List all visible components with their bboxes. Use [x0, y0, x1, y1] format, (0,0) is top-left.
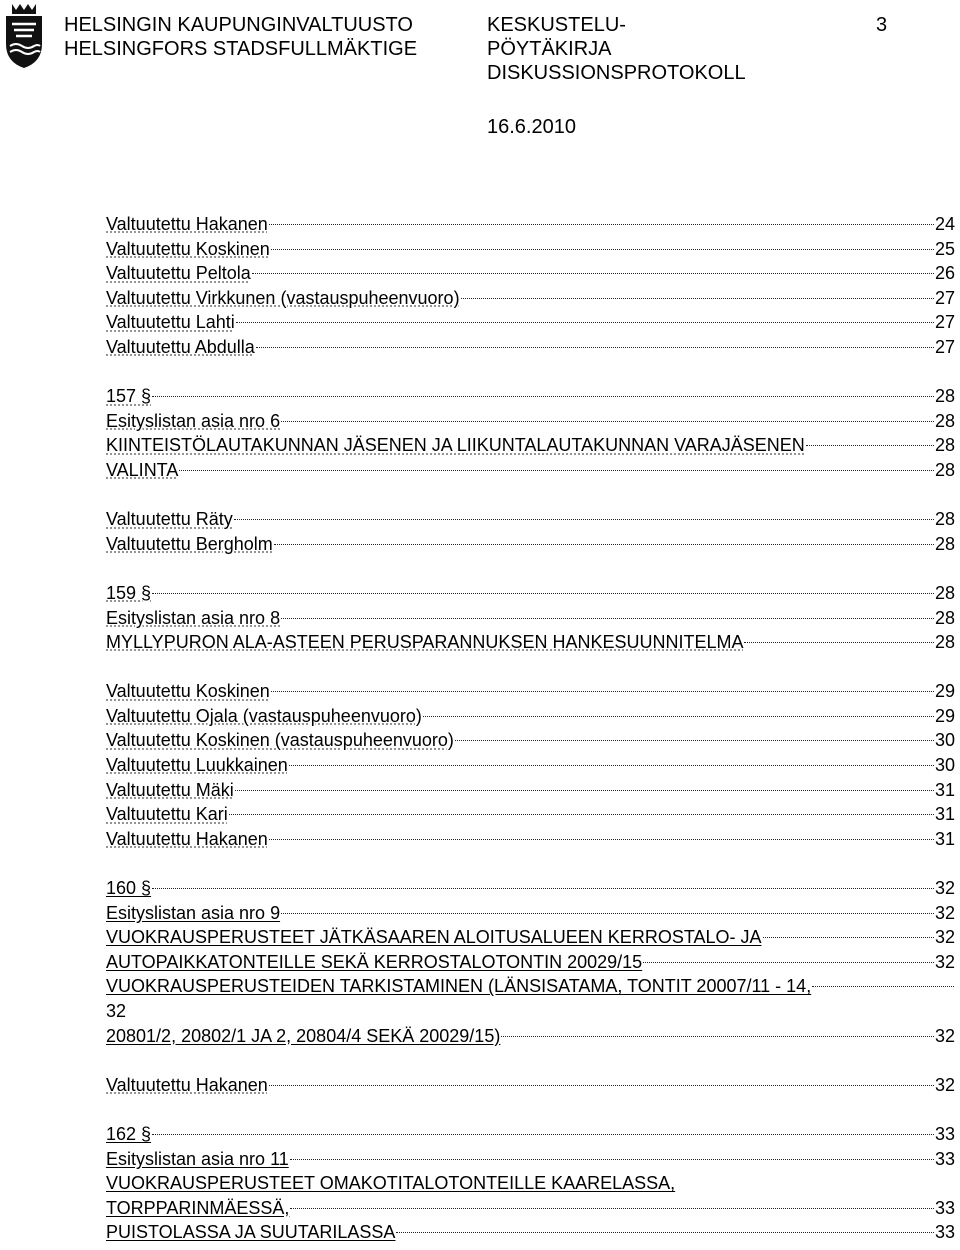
toc-entry-link[interactable]: 159 §: [106, 582, 152, 603]
toc-spacer: [106, 360, 955, 385]
toc-entry-page: 28: [934, 582, 955, 603]
toc-entry[interactable]: [106, 1024, 955, 1049]
toc-entry-link[interactable]: AUTOPAIKKATONTEILLE SEKÄ KERROSTALOTONTIN 20029/15: [106, 951, 643, 972]
toc-entry[interactable]: [106, 901, 955, 926]
document-type-line-1: KESKUSTELU-: [487, 14, 626, 36]
toc-dot-leader: [269, 224, 934, 225]
toc-entry-page: 27: [934, 287, 955, 308]
toc-entry-link[interactable]: Valtuutettu Räty: [106, 509, 233, 530]
toc-dot-leader: [235, 790, 934, 791]
toc-entry[interactable]: [106, 261, 955, 286]
toc-entry[interactable]: [106, 286, 955, 311]
toc-dot-leader: [281, 618, 934, 619]
toc-entry-page: 31: [934, 779, 955, 800]
toc-entry[interactable]: [106, 728, 955, 753]
toc-entry[interactable]: [106, 679, 955, 704]
organization-name: [64, 13, 417, 61]
toc-entry-page: 27: [934, 336, 955, 357]
toc-dot-leader: [229, 814, 934, 815]
document-type-line-3: DISKUSSIONSPROTOKOLL: [487, 62, 746, 84]
toc-entry[interactable]: [106, 630, 955, 655]
toc-entry-link[interactable]: MYLLYPURON ALA-ASTEEN PERUSPARANNUKSEN HANKESUUNNITELMA: [106, 632, 744, 653]
toc-dot-leader: [274, 544, 934, 545]
toc-dot-leader: [289, 765, 934, 766]
toc-dot-leader: [269, 839, 934, 840]
toc-entry[interactable]: [106, 876, 955, 901]
toc-dot-leader: [281, 913, 934, 914]
toc-entry-page: 31: [934, 828, 955, 849]
toc-spacer: [106, 556, 955, 581]
toc-entry-page: 33: [934, 1197, 955, 1218]
toc-entry[interactable]: [106, 1220, 955, 1245]
toc-entry[interactable]: [106, 925, 955, 950]
toc-dot-leader: [236, 322, 934, 323]
toc-dot-leader: [152, 888, 934, 889]
document-type-line-2: PÖYTÄKIRJA: [487, 38, 612, 60]
toc-entry-link[interactable]: VALINTA: [106, 459, 179, 480]
toc-dot-leader: [501, 1036, 934, 1037]
toc-dot-leader: [396, 1232, 934, 1233]
organization-name-sv: HELSINGFORS STADSFULLMÄKTIGE: [64, 38, 418, 60]
toc-entry-link[interactable]: Valtuutettu Bergholm: [106, 533, 273, 554]
toc-dot-leader: [271, 691, 934, 692]
toc-entry-page: 32: [934, 878, 955, 899]
toc-entry[interactable]: [106, 237, 955, 262]
toc-entry[interactable]: [106, 753, 955, 778]
toc-dot-leader: [290, 1208, 934, 1209]
toc-entry-page: 28: [934, 632, 955, 653]
toc-entry-page: 28: [934, 459, 955, 480]
toc-entry[interactable]: [106, 212, 955, 237]
toc-entry[interactable]: [106, 974, 955, 999]
toc-entry-link[interactable]: Esityslistan asia nro 11: [106, 1148, 289, 1169]
toc-entry-page: 29: [934, 705, 955, 726]
toc-dot-leader: [281, 421, 934, 422]
toc-dot-leader: [806, 445, 934, 446]
toc-entry-link[interactable]: VUOKRAUSPERUSTEIDEN TARKISTAMINEN (LÄNSISATAMA, TONTIT 20007/11 - 14,: [106, 976, 812, 997]
toc-entry[interactable]: [106, 507, 955, 532]
toc-dot-leader: [256, 347, 934, 348]
toc-entry-link[interactable]: TORPPARINMÄESSÄ,: [106, 1197, 290, 1218]
toc-entry-page: 28: [934, 386, 955, 407]
toc-entry[interactable]: [106, 310, 955, 335]
toc-entry[interactable]: [106, 532, 955, 557]
toc-dot-leader: [812, 986, 954, 987]
toc-entry-link[interactable]: Esityslistan asia nro 6: [106, 410, 281, 431]
toc-entry-link[interactable]: Valtuutettu Abdulla: [106, 336, 255, 357]
toc-entry-page: 28: [934, 435, 955, 456]
document-date: 16.6.2010: [487, 116, 576, 138]
toc-entry-link[interactable]: Valtuutettu Hakanen: [106, 1074, 268, 1095]
toc-entry[interactable]: [106, 999, 955, 1024]
toc-entry-page: 29: [934, 681, 955, 702]
toc-entry-link[interactable]: Esityslistan asia nro 9: [106, 902, 281, 923]
toc-entry[interactable]: [106, 827, 955, 852]
toc-entry-page: 32: [106, 1001, 127, 1021]
page-number: 3: [876, 14, 888, 36]
toc-entry-link[interactable]: Valtuutettu Peltola: [106, 263, 251, 284]
toc-entry-link[interactable]: Valtuutettu Koskinen: [106, 238, 270, 259]
toc-entry-page: 28: [934, 533, 955, 554]
toc-entry[interactable]: [106, 778, 955, 803]
toc-entry-link[interactable]: 157 §: [106, 386, 152, 407]
toc-dot-leader: [152, 1134, 934, 1135]
toc-spacer: [106, 655, 955, 680]
toc-entry-link[interactable]: Valtuutettu Ojala (vastauspuheenvuoro): [106, 705, 422, 726]
toc-entry-link[interactable]: Valtuutettu Koskinen (vastauspuheenvuoro): [106, 730, 454, 751]
toc-entry-link[interactable]: PUISTOLASSA JA SUUTARILASSA: [106, 1222, 396, 1243]
toc-dot-leader: [290, 1159, 934, 1160]
toc-entry-link[interactable]: Valtuutettu Lahti: [106, 312, 235, 333]
toc-entry-link[interactable]: Valtuutettu Virkkunen (vastauspuheenvuoro): [106, 287, 460, 308]
toc-entry-link[interactable]: Valtuutettu Koskinen: [106, 681, 270, 702]
toc-dot-leader: [269, 1085, 934, 1086]
toc-entry-page: 31: [934, 804, 955, 825]
toc-entry-page: 24: [934, 214, 955, 234]
toc-dot-leader: [744, 642, 933, 643]
toc-entry[interactable]: [106, 1073, 955, 1098]
toc-dot-leader: [461, 298, 934, 299]
toc-dot-leader: [234, 519, 934, 520]
toc-spacer: [106, 1048, 955, 1073]
helsinki-coat-of-arms-logo: [2, 2, 46, 70]
toc-entry-link[interactable]: Esityslistan asia nro 8: [106, 607, 281, 628]
toc-entry[interactable]: [106, 581, 955, 606]
toc-entry[interactable]: [106, 335, 955, 360]
toc-entry[interactable]: [106, 1171, 955, 1196]
toc-dot-leader: [179, 470, 934, 471]
toc-entry-page: 33: [934, 1148, 955, 1169]
toc-dot-leader: [152, 593, 934, 594]
toc-entry-link[interactable]: 160 §: [106, 878, 152, 899]
toc-entry[interactable]: [106, 409, 955, 434]
toc-entry[interactable]: [106, 384, 955, 409]
toc-entry-page: 28: [934, 509, 955, 530]
toc-entry-page: 25: [934, 238, 955, 259]
organization-name-fi: HELSINGIN KAUPUNGINVALTUUSTO: [64, 14, 413, 36]
toc-entry-link[interactable]: VUOKRAUSPERUSTEET JÄTKÄSAAREN ALOITUSALUEEN KERROSTALO- JA: [106, 927, 762, 948]
toc-entry-link[interactable]: Valtuutettu Mäki: [106, 779, 234, 800]
toc-entry-link[interactable]: Valtuutettu Hakanen: [106, 214, 268, 234]
toc-entry-page: 33: [934, 1123, 955, 1144]
toc-entry[interactable]: [106, 1147, 955, 1172]
toc-entry-page: 32: [934, 1074, 955, 1095]
document-type: [487, 13, 746, 85]
toc-dot-leader: [271, 249, 934, 250]
toc-dot-leader: [252, 273, 934, 274]
toc-entry-page: 32: [934, 902, 955, 923]
toc-spacer: [106, 483, 955, 508]
toc-entry-link[interactable]: Valtuutettu Kari: [106, 804, 228, 825]
toc-entry[interactable]: [106, 606, 955, 631]
toc-entry[interactable]: [106, 704, 955, 729]
toc-dot-leader: [152, 396, 934, 397]
toc-entry-link[interactable]: KIINTEISTÖLAUTAKUNNAN JÄSENEN JA LIIKUNTALAUTAKUNNAN VARAJÄSENEN: [106, 435, 805, 456]
toc-entry[interactable]: [106, 802, 955, 827]
toc-spacer: [106, 1097, 955, 1122]
toc-entry[interactable]: [106, 433, 955, 458]
toc-entry-page: 30: [934, 730, 955, 751]
toc-dot-leader: [763, 937, 934, 938]
table-of-contents: [106, 212, 955, 1245]
toc-entry-page: 27: [934, 312, 955, 333]
toc-entry-page: 26: [934, 263, 955, 284]
toc-dot-leader: [423, 716, 934, 717]
toc-spacer: [106, 851, 955, 876]
toc-entry-page: 32: [934, 951, 955, 972]
toc-entry-link[interactable]: VUOKRAUSPERUSTEET OMAKOTITALOTONTEILLE KAARELASSA,: [106, 1173, 676, 1194]
toc-entry-page: 30: [934, 755, 955, 776]
toc-entry-link[interactable]: Valtuutettu Hakanen: [106, 828, 268, 849]
toc-dot-leader: [643, 962, 934, 963]
toc-dot-leader: [455, 740, 934, 741]
toc-entry-link[interactable]: 20801/2, 20802/1 JA 2, 20804/4 SEKÄ 20029/15): [106, 1025, 501, 1046]
toc-entry-link[interactable]: 162 §: [106, 1123, 152, 1144]
toc-entry-page: 32: [934, 1025, 955, 1046]
toc-entry[interactable]: [106, 458, 955, 483]
toc-entry-page: 33: [934, 1222, 955, 1243]
toc-entry-page: 28: [934, 607, 955, 628]
toc-entry-page: 28: [934, 410, 955, 431]
toc-entry[interactable]: [106, 1122, 955, 1147]
toc-entry-page: 32: [934, 927, 955, 948]
toc-entry-link[interactable]: Valtuutettu Luukkainen: [106, 755, 288, 776]
toc-entry[interactable]: [106, 1196, 955, 1221]
toc-entry[interactable]: [106, 950, 955, 975]
